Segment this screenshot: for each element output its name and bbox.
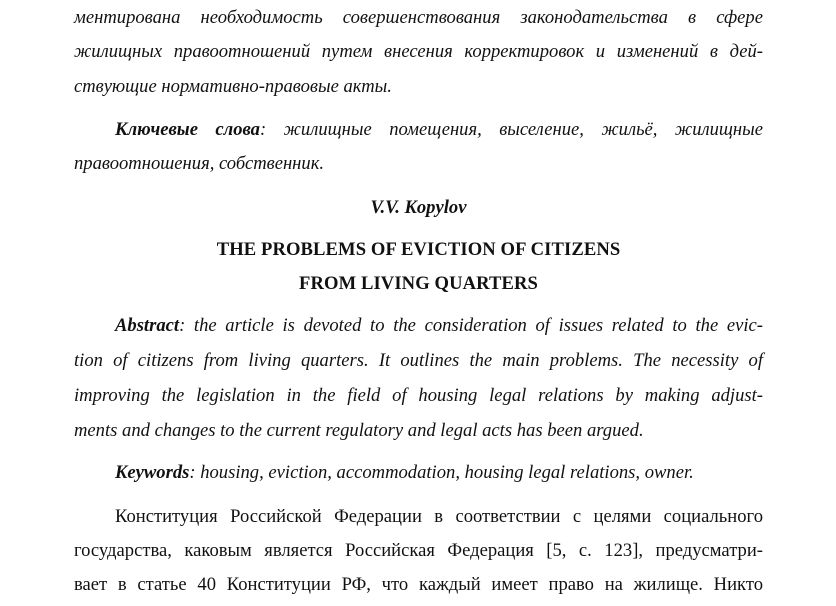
en-abstract-line-4: ments and changes to the current regulatory and legal acts has been argued. <box>74 420 644 441</box>
ru-keywords-label: Ключевые слова <box>115 119 260 140</box>
paper-title-line-1: THE PROBLEMS OF EVICTION OF CITIZENS <box>216 239 621 260</box>
ru-keywords-line-1 <box>74 119 763 141</box>
en-abstract-line-3: improving the legislation in the field of housing legal relations by making adjust- <box>74 385 763 406</box>
ru-keywords-line-2: правоотношения, собственник. <box>74 153 325 174</box>
ru-abstract-line-3: ствующие нормативно-правовые акты. <box>74 76 392 97</box>
en-abstract-text: : the article is devoted to the consideration of issues related to the evic- <box>179 315 763 336</box>
en-keywords-line <box>74 462 763 484</box>
ru-keywords-text: : жилищные помещения, выселение, жильё, жилищные <box>259 119 763 140</box>
body-line-3: вает в статье 40 Конституции РФ, что каждый имеет право на жилище. Никто <box>74 574 763 595</box>
ru-abstract-line-1: ментирована необходимость совершенствования законодательства в сфере <box>74 7 763 28</box>
ru-abstract-line-2: жилищных правоотношений путем внесения корректировок и изменений в дей- <box>74 41 763 62</box>
en-keywords-text: : housing, eviction, accommodation, housing legal relations, owner. <box>189 462 694 483</box>
en-abstract-label: Abstract <box>115 315 180 336</box>
en-abstract-line-1 <box>74 315 763 337</box>
en-abstract-line-2: tion of citizens from living quarters. It outlines the main problems. The necessity of <box>74 350 763 371</box>
author-name: V.V. Kopylov <box>370 197 467 218</box>
body-line-1: Конституция Российской Федерации в соответствии с целями социального <box>115 506 763 527</box>
en-keywords-label: Keywords <box>115 462 190 483</box>
paper-title-line-2: FROM LIVING QUARTERS <box>299 273 538 294</box>
body-line-2: государства, каковым является Российская Федерация [5, с. 123], предусматри- <box>74 540 763 561</box>
